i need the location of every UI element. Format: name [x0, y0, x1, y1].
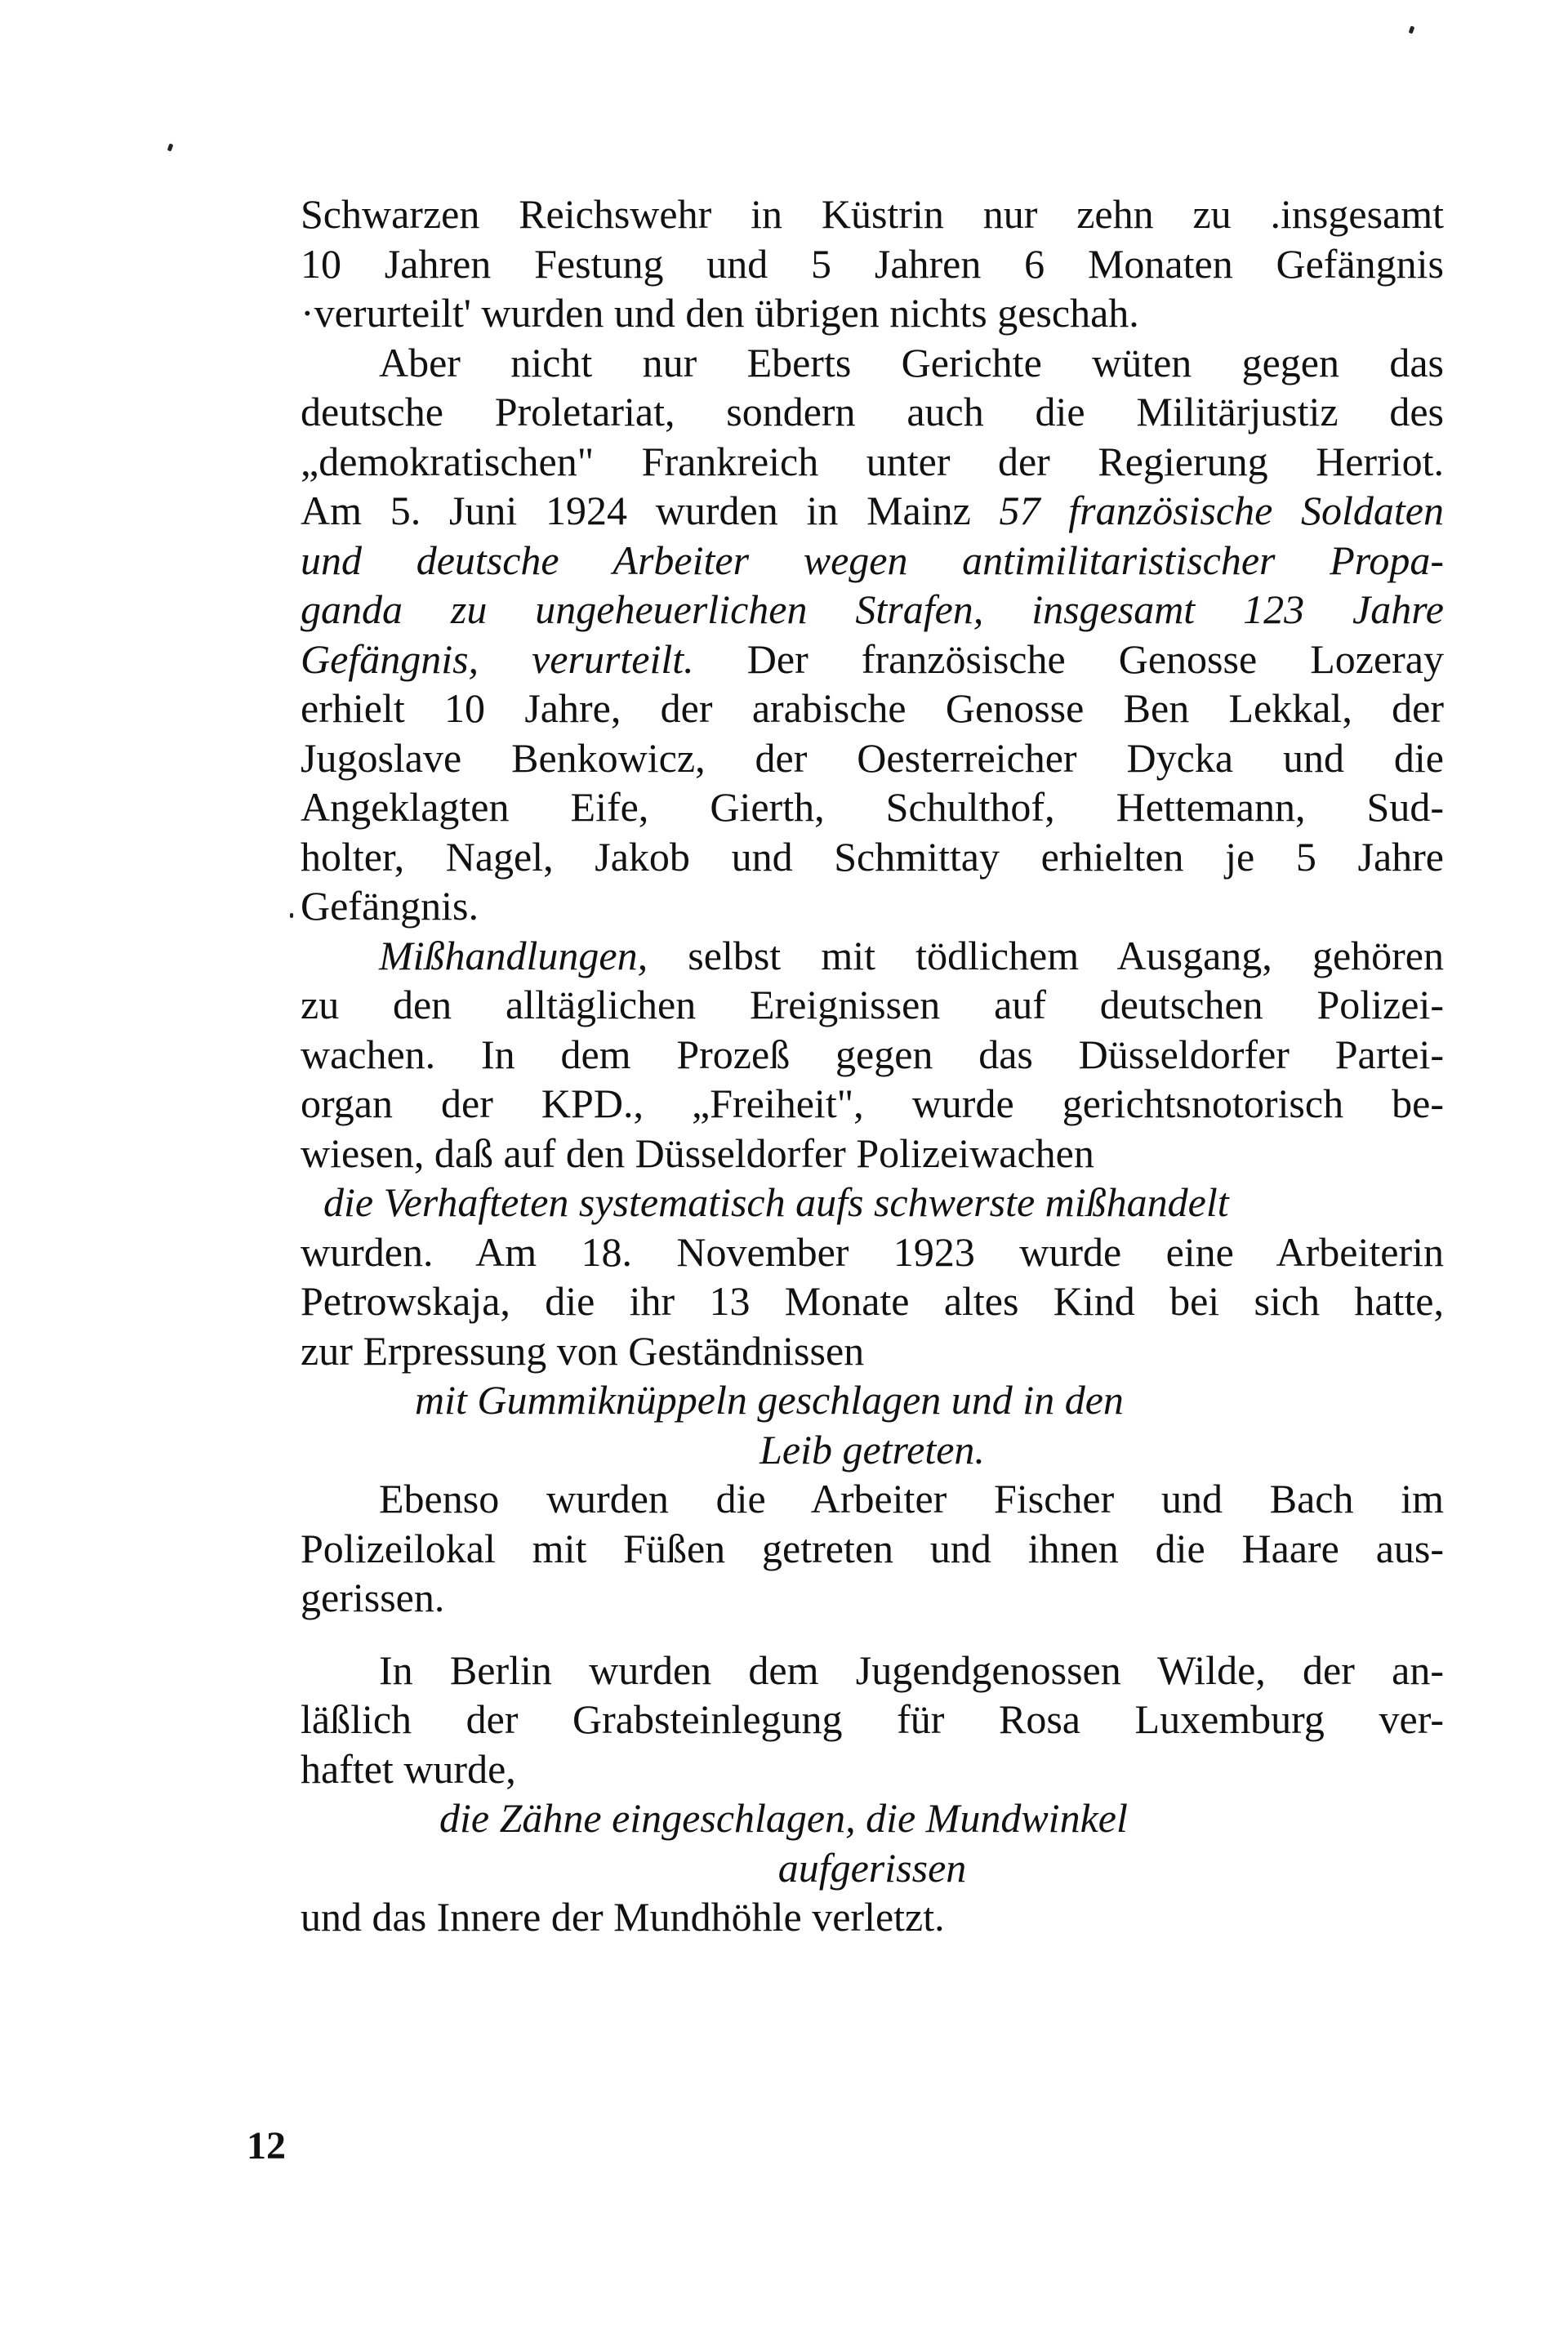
roman-text: organ der KPD., „Freiheit", wurde gerichtsnotorisch be- [301, 1080, 1444, 1126]
italic-text: 57 französische Soldaten [999, 488, 1444, 533]
roman-text: Gefängnis. [301, 883, 479, 929]
italic-text: aufgerissen [777, 1844, 967, 1891]
italic-text: die Verhafteten systematisch aufs schwerste mißhandelt [323, 1179, 1229, 1225]
text-line [301, 980, 1444, 1030]
italic-text: Gefängnis, verurteilt. [301, 635, 694, 682]
italic-text: die Zähne eingeschlagen, die Mundwinkel [439, 1795, 1128, 1841]
roman-text: In Berlin wurden dem Jugendgenossen Wilde, der an- [379, 1646, 1444, 1693]
roman-text: ·verurteilt' wurden und den übrigen nichts geschah. [301, 290, 1139, 336]
text-line [301, 1474, 1444, 1524]
emphasis-line [301, 1375, 1444, 1425]
print-speck [1409, 25, 1415, 33]
roman-text: deutsche Proletariat, sondern auch die Militärjustiz des [301, 389, 1444, 434]
paragraph-gap [301, 1623, 1444, 1646]
roman-text: gerissen. [301, 1575, 445, 1620]
text-line [301, 1695, 1444, 1744]
emphasis-line [301, 1793, 1444, 1843]
roman-text: läßlich der Grabsteinlegung für Rosa Luxemburg ver- [301, 1696, 1444, 1742]
roman-text: 10 Jahren Festung und 5 Jahren 6 Monaten Gefängnis [301, 240, 1444, 287]
text-line [301, 1646, 1444, 1695]
roman-text: zur Erpressung von Geständnissen [301, 1327, 865, 1374]
text-line [301, 1079, 1444, 1129]
emphasis-line [301, 1843, 1444, 1893]
italic-text: Leib getreten. [760, 1426, 985, 1472]
emphasis-line [301, 1178, 1444, 1227]
text-line [301, 635, 1444, 684]
page-body-text [301, 189, 1444, 1942]
roman-text: wachen. In dem Prozeß gegen das Düsseldorfer Partei- [301, 1031, 1444, 1077]
text-line [301, 189, 1444, 239]
italic-text: und deutsche Arbeiter wegen antimilitaristischer Propa- [301, 537, 1444, 583]
roman-text: Der französische Genosse Lozeray [693, 635, 1444, 682]
text-line [301, 931, 1444, 981]
print-speck [290, 913, 293, 918]
text-line [301, 1744, 1444, 1794]
italic-text: Mißhandlungen, [379, 932, 648, 978]
text-line [301, 881, 1444, 931]
text-line [301, 733, 1444, 783]
roman-text: haftet wurde, [301, 1745, 516, 1792]
roman-text: Angeklagten Eife, Gierth, Schulthof, Hettemann, Sud- [301, 784, 1444, 830]
text-line [301, 536, 1444, 586]
italic-text: mit Gummiknüppeln geschlagen und in den [415, 1377, 1124, 1423]
roman-text: wiesen, daß auf den Düsseldorfer Polizeiwachen [301, 1129, 1094, 1176]
text-line [301, 1030, 1444, 1080]
roman-text: Jugoslave Benkowicz, der Oesterreicher Dycka und die [301, 734, 1444, 781]
emphasis-line [301, 1425, 1444, 1475]
text-line [301, 288, 1444, 338]
text-line [301, 387, 1444, 437]
roman-text: zu den alltäglichen Ereignissen auf deutschen Polizei- [301, 982, 1444, 1027]
roman-text: Ebenso wurden die Arbeiter Fischer und Bach im [379, 1476, 1444, 1521]
roman-text: selbst mit tödlichem Ausgang, gehören [648, 932, 1444, 978]
roman-text: Am 5. Juni 1924 wurden in Mainz [301, 488, 1000, 533]
page-number: 12 [247, 2124, 286, 2167]
roman-text: Petrowskaja, die ihr 13 Monate altes Kind bei sich hatte, [301, 1278, 1444, 1324]
text-line [301, 832, 1444, 882]
text-line [301, 1326, 1444, 1376]
text-line [301, 1129, 1444, 1178]
roman-text: holter, Nagel, Jakob und Schmittay erhielten je 5 Jahre [301, 833, 1444, 880]
roman-text: erhielt 10 Jahre, der arabische Genosse Ben Lekkal, der [301, 685, 1444, 731]
print-speck [167, 143, 174, 151]
italic-text: ganda zu ungeheuerlichen Strafen, insgesamt 123 Jahre [301, 586, 1444, 632]
text-line [301, 486, 1444, 536]
text-line [301, 1573, 1444, 1623]
text-line [301, 585, 1444, 635]
text-line [301, 1276, 1444, 1326]
text-line [301, 1227, 1444, 1277]
roman-text: Aber nicht nur Eberts Gerichte wüten gegen das [379, 339, 1444, 385]
text-line [301, 437, 1444, 487]
roman-text: wurden. Am 18. November 1923 wurde eine Arbeiterin [301, 1228, 1444, 1275]
text-line [301, 782, 1444, 832]
roman-text: und das Innere der Mundhöhle verletzt. [301, 1894, 945, 1940]
text-line [301, 684, 1444, 733]
text-line [301, 239, 1444, 289]
text-line [301, 1892, 1444, 1942]
roman-text: Polizeilokal mit Füßen getreten und ihnen die Haare aus- [301, 1525, 1444, 1571]
text-line [301, 1524, 1444, 1574]
text-line [301, 338, 1444, 388]
roman-text: „demokratischen" Frankreich unter der Regierung Herriot. [301, 438, 1444, 484]
roman-text: Schwarzen Reichswehr in Küstrin nur zehn zu .insgesamt [301, 191, 1444, 237]
